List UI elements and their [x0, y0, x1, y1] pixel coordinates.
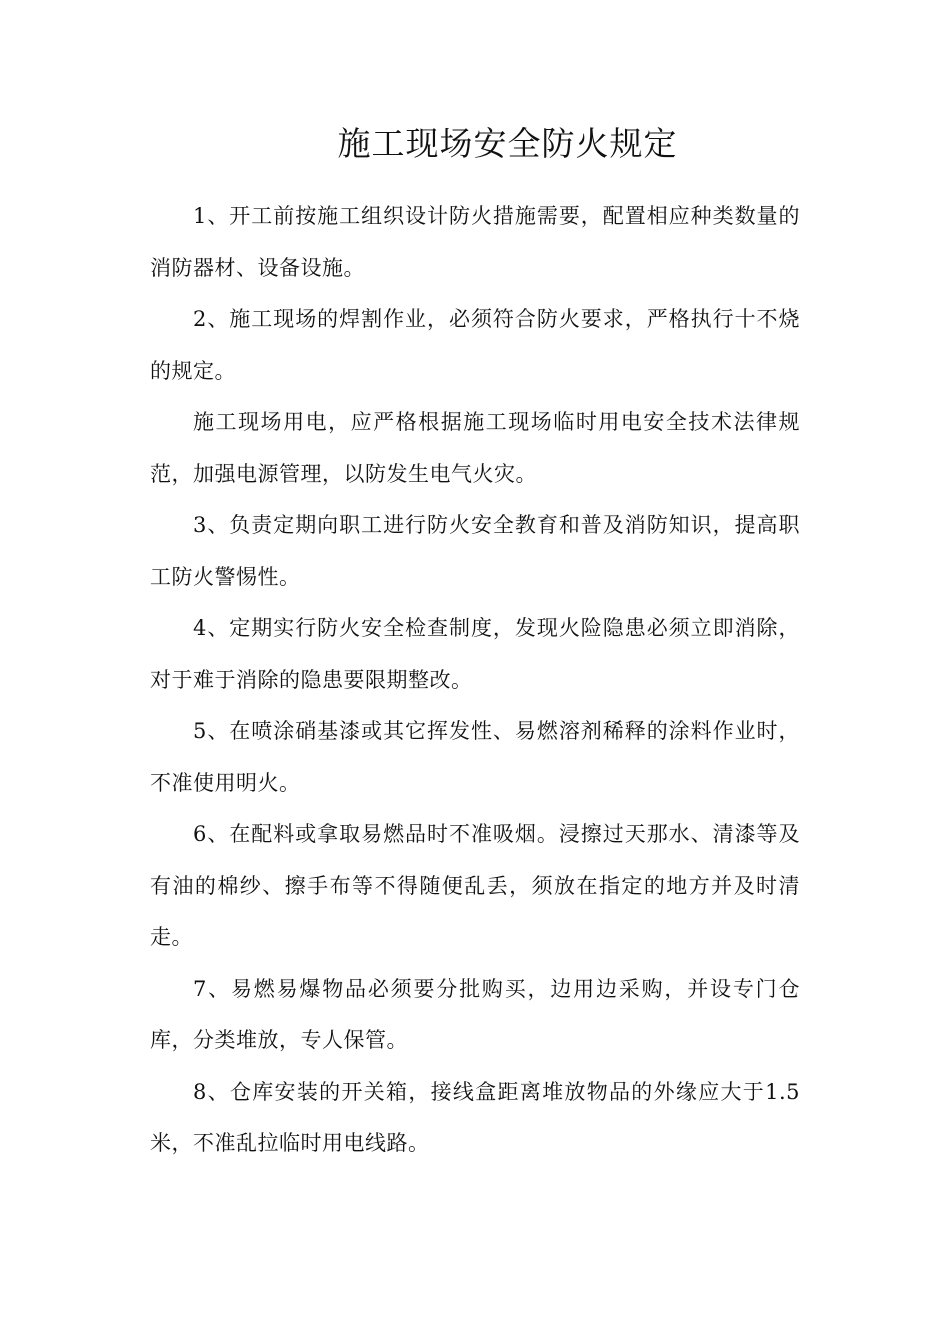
paragraph-5: 5、在喷涂硝基漆或其它挥发性、易燃溶剂稀释的涂料作业时，不准使用明火。 [150, 719, 800, 795]
paragraph-3: 3、负责定期向职工进行防火安全教育和普及消防知识，提高职工防火警惕性。 [150, 513, 800, 589]
paragraph-electricity: 施工现场用电，应严格根据施工现场临时用电安全技术法律规范，加强电源管理，以防发生电气火灾。 [150, 410, 800, 486]
paragraph-2: 2、施工现场的焊割作业，必须符合防火要求，严格执行十不烧的规定。 [150, 307, 800, 383]
document-title: 施工现场安全防火规定 [337, 124, 678, 163]
paragraph-4: 4、定期实行防火安全检查制度，发现火险隐患必须立即消除，对于难于消除的隐患要限期整改。 [150, 616, 800, 692]
document-body [150, 191, 800, 1170]
paragraph-1: 1、开工前按施工组织设计防火措施需要，配置相应种类数量的消防器材、设备设施。 [150, 204, 800, 280]
paragraph-8: 8、仓库安装的开关箱，接线盒距离堆放物品的外缘应大于1.5米，不准乱拉临时用电线路。 [150, 1079, 800, 1155]
paragraph-6: 6、在配料或拿取易燃品时不准吸烟。浸擦过天那水、清漆等及有油的棉纱、擦手布等不得随便乱丢，须放在指定的地方并及时清走。 [150, 822, 800, 949]
paragraph-7: 7、易燃易爆物品必须要分批购买，边用边采购，并设专门仓库，分类堆放，专人保管。 [150, 976, 800, 1052]
